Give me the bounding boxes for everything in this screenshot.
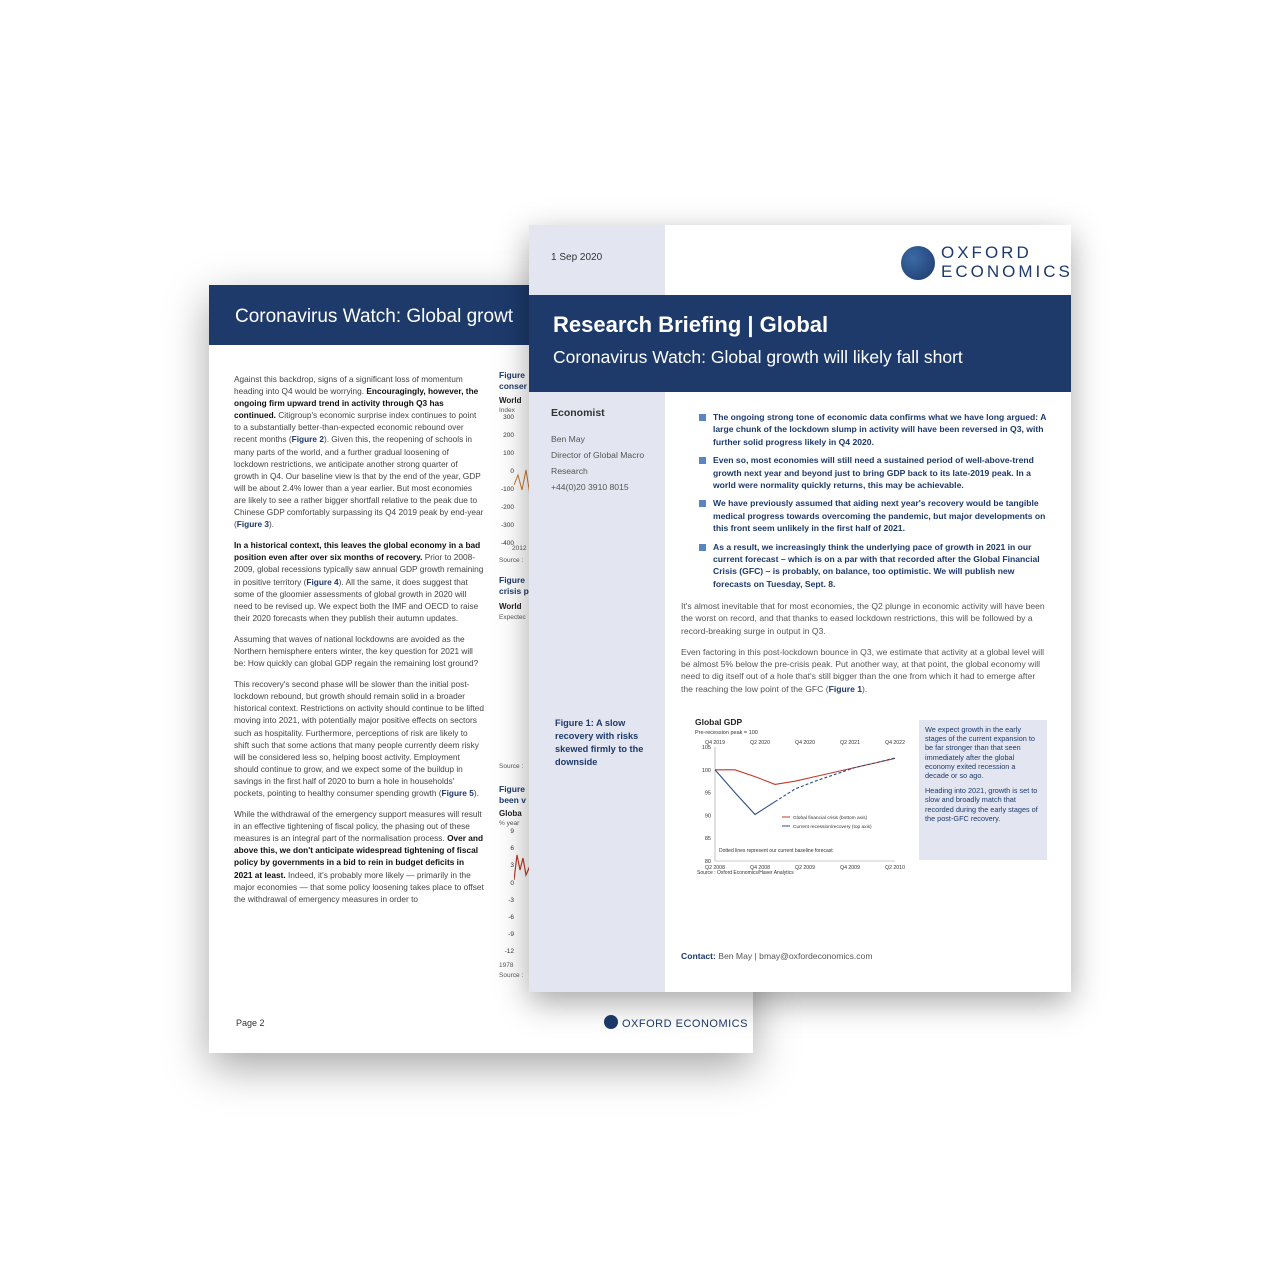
y-tick-label: 80 <box>704 859 711 865</box>
figure-1-caption: Figure 1: A slow recovery with risks skewed firmly to the downside <box>555 718 644 767</box>
axis-tick-label: 9 <box>510 828 514 835</box>
chart-title: Global GDP <box>695 717 743 727</box>
back-figure-3-caption-line1: Figure <box>499 575 525 585</box>
front-body <box>681 600 1049 704</box>
axis-tick-label: -6 <box>508 914 514 921</box>
axis-tick-label: 0 <box>510 879 514 887</box>
back-paragraph-lead: This recovery's second phase will be slower than the initial post-lockdown rebound, but growth should remain solid in a broader historical context. Restrictions on activity should continue to be lifted moving into 2021, with potentially major positive effects on sectors such as hospitality. Furthermore, perceptions of risk are likely to shift such that some actions that many people currently deem risky will be considered less so, helping boost activity. Employment should continue to grow, and we expect some of the buildup in savings in the first half of 2020 to burn a hole in households' pockets, pointing to healthy consumer spending growth ( <box>234 679 484 798</box>
back-paragraph <box>234 808 484 905</box>
chart-legend <box>782 815 872 830</box>
chart-legend-note: Dotted lines represent our current baseline forecast <box>719 848 833 854</box>
series-line-0 <box>715 758 895 784</box>
report-subtitle: Coronavirus Watch: Global growth will likely fall short <box>553 347 963 367</box>
bottom-tick-label: Q2 2008 <box>705 865 725 871</box>
chart-top-axis <box>705 740 905 746</box>
note-paragraph-2: Heading into 2021, growth is set to slow and broadly match that recorded during the early stages of the post-GFC recovery. <box>925 786 1038 823</box>
bottom-tick-label: Q2 2009 <box>795 865 815 871</box>
back-figure-3-caption <box>499 575 529 597</box>
back-figure-3-unit: Expectec <box>499 614 526 621</box>
back-figure-3-caption-line2: crisis p <box>499 586 529 596</box>
legend-label: Global financial crisis (bottom axis) <box>793 816 868 821</box>
back-paragraph-ref: Figure 2 <box>291 434 324 445</box>
back-paragraph-tail: ). All the same, it does suggest that some of the gloomier assessments of global growth in 2020 will need to be revised up. We expect both the IMF and OECD to raise their 2020 forecasts when they publish their autumn updates. <box>234 576 479 623</box>
front-page <box>529 225 1071 992</box>
back-paragraph-ref2: Figure 3 <box>236 519 270 530</box>
bottom-tick-label: Q2 2010 <box>885 865 905 871</box>
back-figure-4-caption <box>499 784 526 806</box>
global-gdp-chart <box>687 715 912 885</box>
economist-details <box>551 431 661 495</box>
top-tick-label: Q2 2020 <box>750 740 770 746</box>
back-figure-3-source: Source : <box>499 763 524 770</box>
bottom-tick-label: Q4 2008 <box>750 865 770 871</box>
y-tick-label: 100 <box>701 767 711 774</box>
logo-line2: ECONOMICS <box>941 262 1073 281</box>
back-page-number: Page 2 <box>236 1018 265 1028</box>
back-paragraph-lead: While the withdrawal of the emergency support measures will result in an effective tightening of fiscal policy, the phasing out of these measures is an integral part of the normalisation process. <box>234 809 482 844</box>
back-figure-2-unit: Index <box>499 407 515 414</box>
y-tick-label: 90 <box>704 813 711 820</box>
axis-tick-label: 6 <box>510 845 514 853</box>
contact-value: Ben May | bmay@oxfordeconomics.com <box>715 951 873 961</box>
axis-tick-label: -12 <box>504 948 514 956</box>
back-paragraph-rest: Citigroup's economic surprise index continues to point to a substantially better-than-expected economic rebound over recent months ( <box>234 410 477 445</box>
back-figure-4-caption-line2: been v <box>499 795 526 805</box>
key-point: We have previously assumed that aiding next year's recovery would be tangible medical progress towards overcoming the pandemic, but major developments on this front seem unlikely in the first half of 2021. <box>699 497 1049 534</box>
logo-line1: OXFORD <box>941 243 1032 262</box>
back-figure-2-title: World <box>499 396 522 405</box>
back-figure-2-xstart: 2012 <box>512 545 527 552</box>
back-paragraph-rest: Prior to 2008-2009, global recessions typically saw annual GDP growth remaining in positive territory ( <box>234 552 484 587</box>
axis-tick-label: -300 <box>500 522 514 529</box>
axis-tick-label: 200 <box>503 432 514 439</box>
body-paragraph-1: It's almost inevitable that for most economies, the Q2 plunge in economic activity will have been the worst on record, and that thanks to eased lockdown restrictions, this will be followed by a record-breaking surge in output in Q3. <box>681 601 1045 636</box>
key-point: Even so, most economies will still need a sustained period of well-above-trend growth next year and beyond just to bring GDP back to its late-2019 peak. In a world were normality quickly returns, this may be achievable. <box>699 454 1049 491</box>
top-tick-label: Q2 2021 <box>840 740 860 746</box>
economist-heading: Economist <box>551 407 605 419</box>
axis-tick-label: -9 <box>508 931 514 939</box>
axis-tick-label: -100 <box>500 486 514 493</box>
series-line-2 <box>775 758 895 802</box>
contact-label: Contact: <box>681 951 716 961</box>
axis-tick-label: -400 <box>500 540 514 547</box>
chart-source: Source : Oxford Economics/Haver Analytics <box>697 870 794 876</box>
note-paragraph-1: We expect growth in the early stages of the current expansion to be far stronger than that seen immediately after the global economy exited recession a decade or so ago. <box>925 725 1035 781</box>
figure-1-note-box <box>919 720 1047 860</box>
contact-line <box>681 951 873 961</box>
axis-tick-label: 0 <box>510 468 514 475</box>
chart-series <box>715 758 895 815</box>
y-tick-label: 95 <box>704 790 711 797</box>
key-point: The ongoing strong tone of economic data confirms what we have long argued: A large chunk of the lockdown slump in activity will have been reversed in Q3, with further solid progress likely in Q4 2020. <box>699 411 1049 448</box>
back-figure-4-source: Source : <box>499 972 524 979</box>
back-page-logo <box>604 1015 748 1030</box>
axis-tick-label: -3 <box>508 896 514 904</box>
top-tick-label: Q4 2020 <box>795 740 815 746</box>
axis-tick-label: -200 <box>500 504 514 511</box>
economist-role: Director of Global Macro Research <box>551 450 645 476</box>
chart-y-axis <box>702 745 895 865</box>
back-paragraph-bold: In a historical context, this leaves the global economy in a bad position even after over six months of recovery. <box>234 540 481 563</box>
series-line-1 <box>715 770 775 815</box>
back-paragraph <box>234 633 484 669</box>
back-page-body <box>234 373 484 914</box>
top-tick-label: Q4 2022 <box>885 740 905 746</box>
y-tick-label: 105 <box>701 745 711 751</box>
back-paragraph <box>234 539 484 624</box>
back-paragraph-ref: Figure 4 <box>306 576 339 587</box>
body-paragraph-2-text: Even factoring in this post-lockdown bounce in Q3, we estimate that activity at a global level will be almost 5% below the pre-crisis peak. Put another way, at that point, the global economy will need to dig itself out of a hole that's still bigger than the one from which it had to emerge after the reaching the low point of the GFC ( <box>681 646 1045 694</box>
back-paragraph <box>234 678 484 799</box>
back-paragraph-tail: ). Given this, the reopening of schools in many parts of the world, and a further gradual loosening of lockdown restrictions, we anticipate another strong quarter of growth in Q4. Our baseline view is that by the end of the year, GDP will be about 2.4% lower than a year earlier. But most economies are likely to see a rather bigger shortfall relative to the peak due to Chinese GDP comfortably surpassing its Q4 2019 peak by end-year ( <box>234 434 484 530</box>
y-tick-label: 85 <box>704 836 711 843</box>
economist-phone: +44(0)20 3910 8015 <box>551 482 629 492</box>
back-figure-2-source: Source : <box>499 557 524 564</box>
key-point: As a result, we increasingly think the underlying pace of growth in 2021 in our current forecast – which is on a par with that recorded after the Global Financial Crisis (GFC) – is probably, on balance, too optimistic. We will publish new forecasts on Tuesday, Sept. 8. <box>699 541 1049 591</box>
body-paragraph-2-tail: ). <box>862 683 868 694</box>
back-figure-4-caption-line1: Figure <box>499 784 525 794</box>
back-paragraph-bold: Encouragingly, however, the ongoing firm upward trend in activity through Q3 has continued. <box>234 386 479 421</box>
figure-1-reference: Figure 1 <box>828 683 863 694</box>
back-page-logo-text: OXFORD ECONOMICS <box>622 1018 748 1030</box>
back-paragraph-rest: Indeed, it's probably more likely — primarily in the major economies — that some policy loosening takes place to offset the withdrawal of emergency measures in order to <box>234 869 484 904</box>
back-figure-4-title: Globa <box>499 809 522 818</box>
report-title: Research Briefing | Global <box>553 312 829 337</box>
back-figure-2-caption-line1: Figure <box>499 370 525 380</box>
back-paragraph-tail: ). <box>473 788 479 798</box>
back-paragraph-lead: Against this backdrop, signs of a significant loss of momentum heading into Q4 would be worrying. <box>234 374 463 397</box>
axis-tick-label: 3 <box>510 862 514 870</box>
back-paragraph <box>234 373 484 530</box>
axis-tick-label: 100 <box>503 450 514 457</box>
back-page-title: Coronavirus Watch: Global growt <box>235 306 514 327</box>
back-paragraph-lead: Assuming that waves of national lockdowns are avoided as the Northern hemisphere enters winter, the key question for 2021 will be: How quickly can global GDP regain the remaining lost ground? <box>234 633 479 669</box>
chart-subtitle: Pre-recession peak = 100 <box>695 730 758 736</box>
back-figure-2-caption <box>499 370 527 392</box>
back-figure-4-xstart: 1978 <box>499 962 514 969</box>
back-paragraph-bold: Over and above this, we don't anticipate widespread tightening of fiscal policy by governments in a bid to rein in budget deficits in 2021 at least. <box>234 833 484 880</box>
bottom-tick-label: Q4 2009 <box>840 865 860 871</box>
top-tick-label: Q4 2019 <box>705 740 725 746</box>
legend-label: Current recession/recovery (top axis) <box>793 825 872 830</box>
logo-text <box>941 243 1073 281</box>
body-paragraph-2 <box>681 646 1049 695</box>
globe-icon <box>604 1015 618 1029</box>
economist-name: Ben May <box>551 434 585 444</box>
back-paragraph-tail2: ). <box>269 519 275 530</box>
back-figure-3-title: World <box>499 602 522 611</box>
back-paragraph-ref: Figure 5 <box>441 788 474 798</box>
globe-icon <box>901 246 935 280</box>
back-figure-4-unit: % year <box>499 820 520 827</box>
axis-tick-label: 300 <box>503 414 514 421</box>
report-date: 1 Sep 2020 <box>551 252 603 263</box>
title-band <box>529 295 1071 392</box>
back-figure-2-caption-line2: conser <box>499 381 527 391</box>
key-points <box>699 411 1049 596</box>
